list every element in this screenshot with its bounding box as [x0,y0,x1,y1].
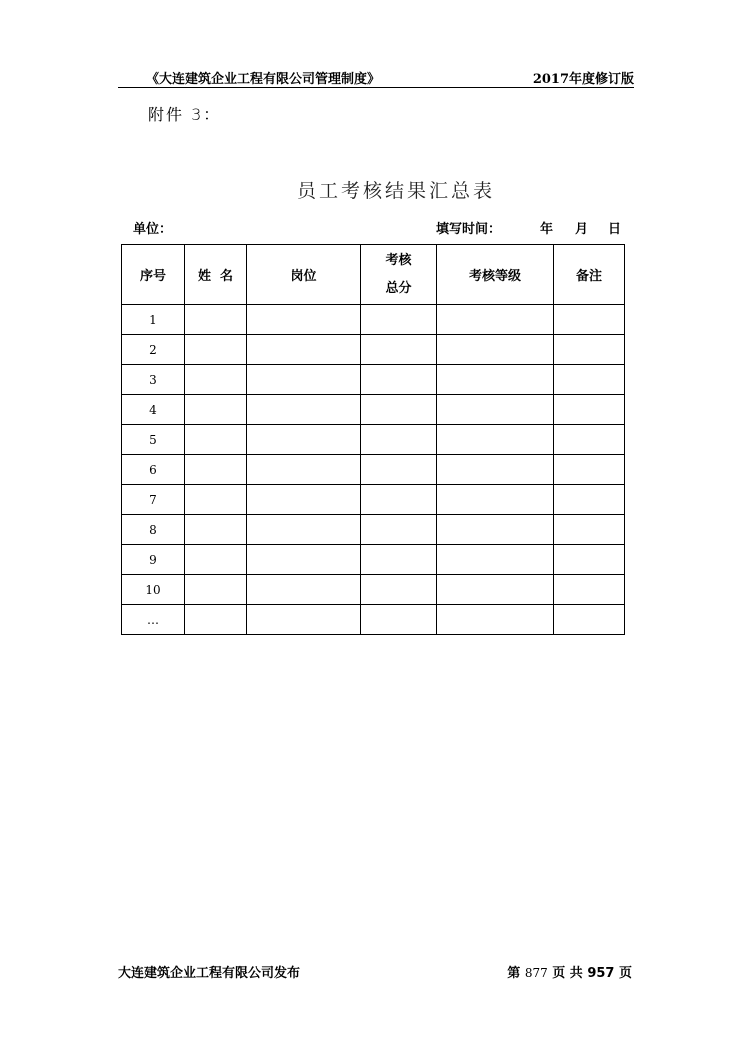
table-row [122,455,625,485]
row-seq-cell: 9 [122,545,185,575]
header-seq: 序号 [122,245,185,305]
row-seq-cell: 1 [122,305,185,335]
row-grade-cell [437,515,554,545]
row-name-cell [185,485,247,515]
year-label: 年 [540,222,554,237]
unit-label: 单位： [133,222,173,237]
footer-publisher: 大连建筑企业工程有限公司发布 [118,966,301,981]
row-grade-cell [437,455,554,485]
row-remark-cell [554,515,625,545]
row-seq-cell: 8 [122,515,185,545]
row-score-cell [361,455,437,485]
header-remark: 备注 [554,245,625,305]
header-score-line2: 总分 [385,280,412,296]
row-remark-cell [554,455,625,485]
row-grade-cell [437,365,554,395]
row-seq-cell: 10 [122,575,185,605]
table-row [122,335,625,365]
row-remark-cell [554,335,625,365]
page-title: 员工考核结果汇总表 [296,180,495,202]
row-position-cell [247,365,361,395]
month-label: 月 [575,222,589,237]
row-grade-cell [437,395,554,425]
row-seq-cell: 2 [122,335,185,365]
row-remark-cell [554,425,625,455]
row-seq-cell: 4 [122,395,185,425]
row-position-cell [247,305,361,335]
fill-time-label: 填写时间： [436,222,502,237]
row-remark-cell [554,365,625,395]
row-name-cell [185,605,247,635]
row-score-cell [361,365,437,395]
header-position: 岗位 [247,245,361,305]
table-row [122,485,625,515]
row-grade-cell [437,575,554,605]
row-position-cell [247,605,361,635]
table-row [122,395,625,425]
row-score-cell [361,515,437,545]
row-remark-cell [554,395,625,425]
row-grade-cell [437,335,554,365]
row-score-cell [361,305,437,335]
attachment-label: 附件 3： [148,105,222,124]
row-score-cell [361,605,437,635]
row-name-cell [185,545,247,575]
row-grade-cell [437,485,554,515]
row-name-cell [185,395,247,425]
row-score-cell [361,545,437,575]
footer-page-suffix: 页 共 957 页 [552,966,632,981]
row-name-cell [185,455,247,485]
footer-page-number [507,962,632,981]
row-score-cell [361,575,437,605]
table-row [122,605,625,635]
row-grade-cell [437,305,554,335]
row-seq-cell: … [122,605,185,635]
row-remark-cell [554,305,625,335]
header-score-line1: 考核 [385,252,412,268]
row-grade-cell [437,605,554,635]
row-position-cell [247,335,361,365]
row-name-cell [185,575,247,605]
row-grade-cell [437,545,554,575]
header-score [361,245,437,305]
row-position-cell [247,425,361,455]
row-name-cell [185,425,247,455]
row-name-cell [185,365,247,395]
row-remark-cell [554,485,625,515]
row-remark-cell [554,575,625,605]
row-name-cell [185,515,247,545]
row-seq-cell: 5 [122,425,185,455]
row-name-cell [185,335,247,365]
summary-table [121,244,625,635]
day-label: 日 [608,222,622,237]
row-position-cell [247,485,361,515]
row-seq-cell: 3 [122,365,185,395]
table-row [122,515,625,545]
header-name: 姓 名 [185,245,247,305]
header-title: 《大连建筑企业工程有限公司管理制度》 [146,72,381,87]
row-remark-cell [554,605,625,635]
table-row [122,425,625,455]
header-rule [118,87,634,88]
row-position-cell [247,575,361,605]
table-row [122,545,625,575]
row-grade-cell [437,425,554,455]
row-score-cell [361,335,437,365]
row-seq-cell: 7 [122,485,185,515]
row-score-cell [361,425,437,455]
table-row [122,365,625,395]
table-row [122,575,625,605]
row-seq-cell: 6 [122,455,185,485]
row-position-cell [247,395,361,425]
table-header-row [122,245,625,305]
header-grade: 考核等级 [437,245,554,305]
row-name-cell [185,305,247,335]
footer-page-prefix: 第 [507,966,521,981]
footer-page-current: 877 [524,966,548,980]
row-position-cell [247,455,361,485]
row-score-cell [361,395,437,425]
row-remark-cell [554,545,625,575]
row-score-cell [361,485,437,515]
row-position-cell [247,545,361,575]
header-version: 2017年度修订版 [532,72,634,87]
table-row [122,305,625,335]
row-position-cell [247,515,361,545]
